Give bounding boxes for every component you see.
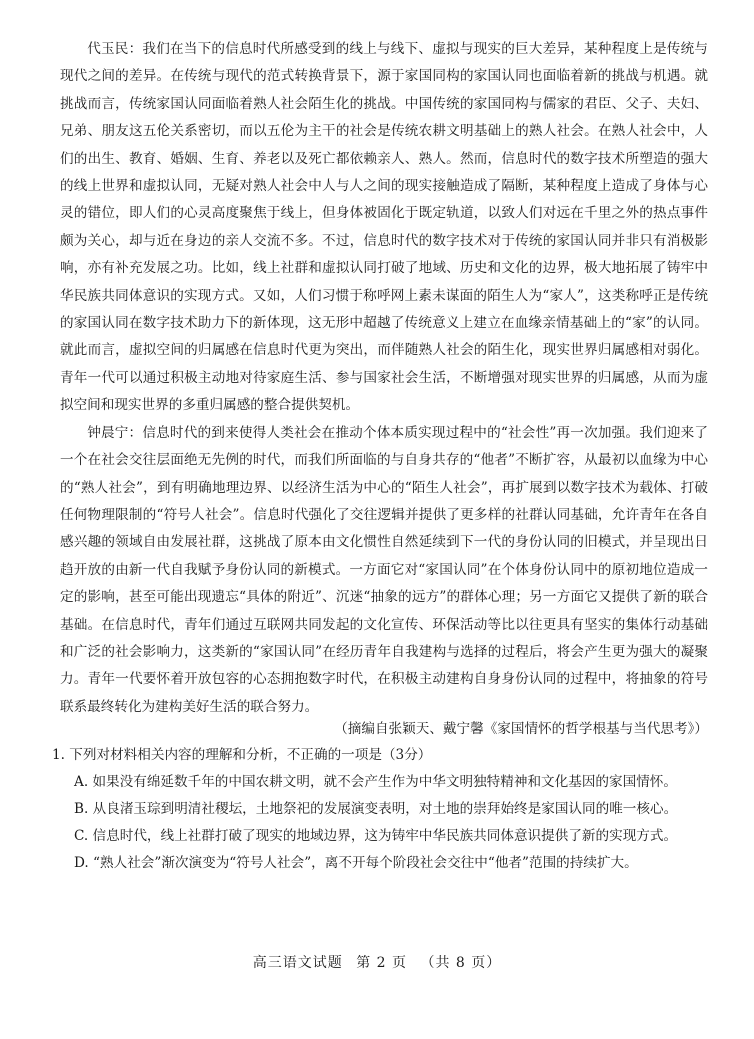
option-c: C. 信息时代，线上社群打破了现实的地域边界，这为铸牢中华民族共同体意识提供了新的实现方式。 [74,828,678,844]
option-d: D. “熟人社会”渐次演变为“符号人社会”，离不开每个阶段社会交往中“他者”范围的持续扩大。 [74,855,638,871]
option-a: A. 如果没有绵延数千年的中国农耕文明，就不会产生作为中华文明独特精神和文化基因的家国情怀。 [74,774,677,790]
page-footer [0,952,754,972]
source-citation: （摘编自张颖天、戴宁馨《家国情怀的哲学根基与当代思考》） [334,721,708,737]
option-b: B. 从良渚玉琮到明清社稷坛，土地祭祀的发展演变表明，对土地的崇拜始终是家国认同的唯一核心。 [74,801,678,817]
question-1 [52,742,712,877]
footer-total-pages: （共 8 页） [420,955,502,971]
passage-paragraph-2: 钟晨宁：信息时代的到来使得人类社会在推动个体本质实现过程中的“社会性”再一次加强。我们迎来了一个在社会交往层面绝无先例的时代，而我们所面临的与自身共存的“他者”不断扩容，从最初以血缘为中心的“熟人社会”，到有明确地理边界、以经济生活为中心的“陌生人社会”，再扩展到以数字技术为载体、打破任何物理限制的“符号人社会”。信息时代强化了交往逻辑并提供了更多样的社群认同基础，允许青年在各自感兴趣的领域自由发展社群，这挑战了原本由文化惯性自然延续到下一代的身份认同的旧模式，并呈现出日趋开放的由新一代自我赋予身份认同的新模式。一方面它对“家国认同”在个体身份认同中的原初地位造成一定的影响，甚至可能出现遗忘“具体的附近”、沉迷“抽象的远方”的群体心理；另一方面它又提供了新的联合基础。在信息时代，青年们通过互联网共同发起的文化宣传、环保活动等比以往更具有坚实的集体行动基础和广泛的社会影响力，这类新的“家国认同”在经历青年自我建构与选择的过程后，将会产生更为强大的凝聚力。青年一代要怀着开放包容的心态拥抱数字时代，在积极主动建构自身身份认同的过程中，将抽象的符号联系最终转化为建构美好生活的联合努力。 [60,424,708,715]
footer-page-number: 第 2 页 [356,955,407,971]
passage-paragraph-1: 代玉民：我们在当下的信息时代所感受到的线上与线下、虚拟与现实的巨大差异，某种程度上是传统与现代之间的差异。在传统与现代的范式转换背景下，源于家国同构的家国认同也面临着新的挑战与机遇。就挑战而言，传统家国认同面临着熟人社会陌生化的挑战。中国传统的家国同构与儒家的君臣、父子、夫妇、兄弟、朋友这五伦关系密切，而以五伦为主干的社会是传统农耕文明基础上的熟人社会。在熟人社会中，人们的出生、教育、婚姻、生育、养老以及死亡都依赖亲人、熟人。然而，信息时代的数字技术所塑造的强大的线上世界和虚拟认同，无疑对熟人社会中人与人之间的现实接触造成了隔断，某种程度上造成了身体与心灵的错位，即人们的心灵高度聚焦于线上，但身体被固化于既定轨道，以致人们对远在千里之外的热点事件颇为关心，却与近在身边的亲人交流不多。不过，信息时代的数字技术对于传统的家国认同并非只有消极影响，亦有补充发展之功。比如，线上社群和虚拟认同打破了地域、历史和文化的边界，极大地拓展了铸牢中华民族共同体意识的实现方式。又如，人们习惯于称呼网上素未谋面的陌生人为“家人”，这类称呼正是传统的家国认同在数字技术助力下的新体现，这无形中超越了传统意义上建立在血缘亲情基础上的“家”的认同。就此而言，虚拟空间的归属感在信息时代更为突出，而伴随熟人社会的陌生化，现实世界归属感相对弱化。青年一代可以通过积极主动地对待家庭生活、参与国家社会生活，不断增强对现实世界的归属感，从而为虚拟空间和现实世界的多重归属感的整合提供契机。 [60,41,708,414]
footer-subject: 高三语文试题 [252,955,343,971]
question-stem: 1. 下列对材料相关内容的理解和分析，不正确的一项是（3分） [52,747,432,763]
reading-passage [60,36,708,721]
